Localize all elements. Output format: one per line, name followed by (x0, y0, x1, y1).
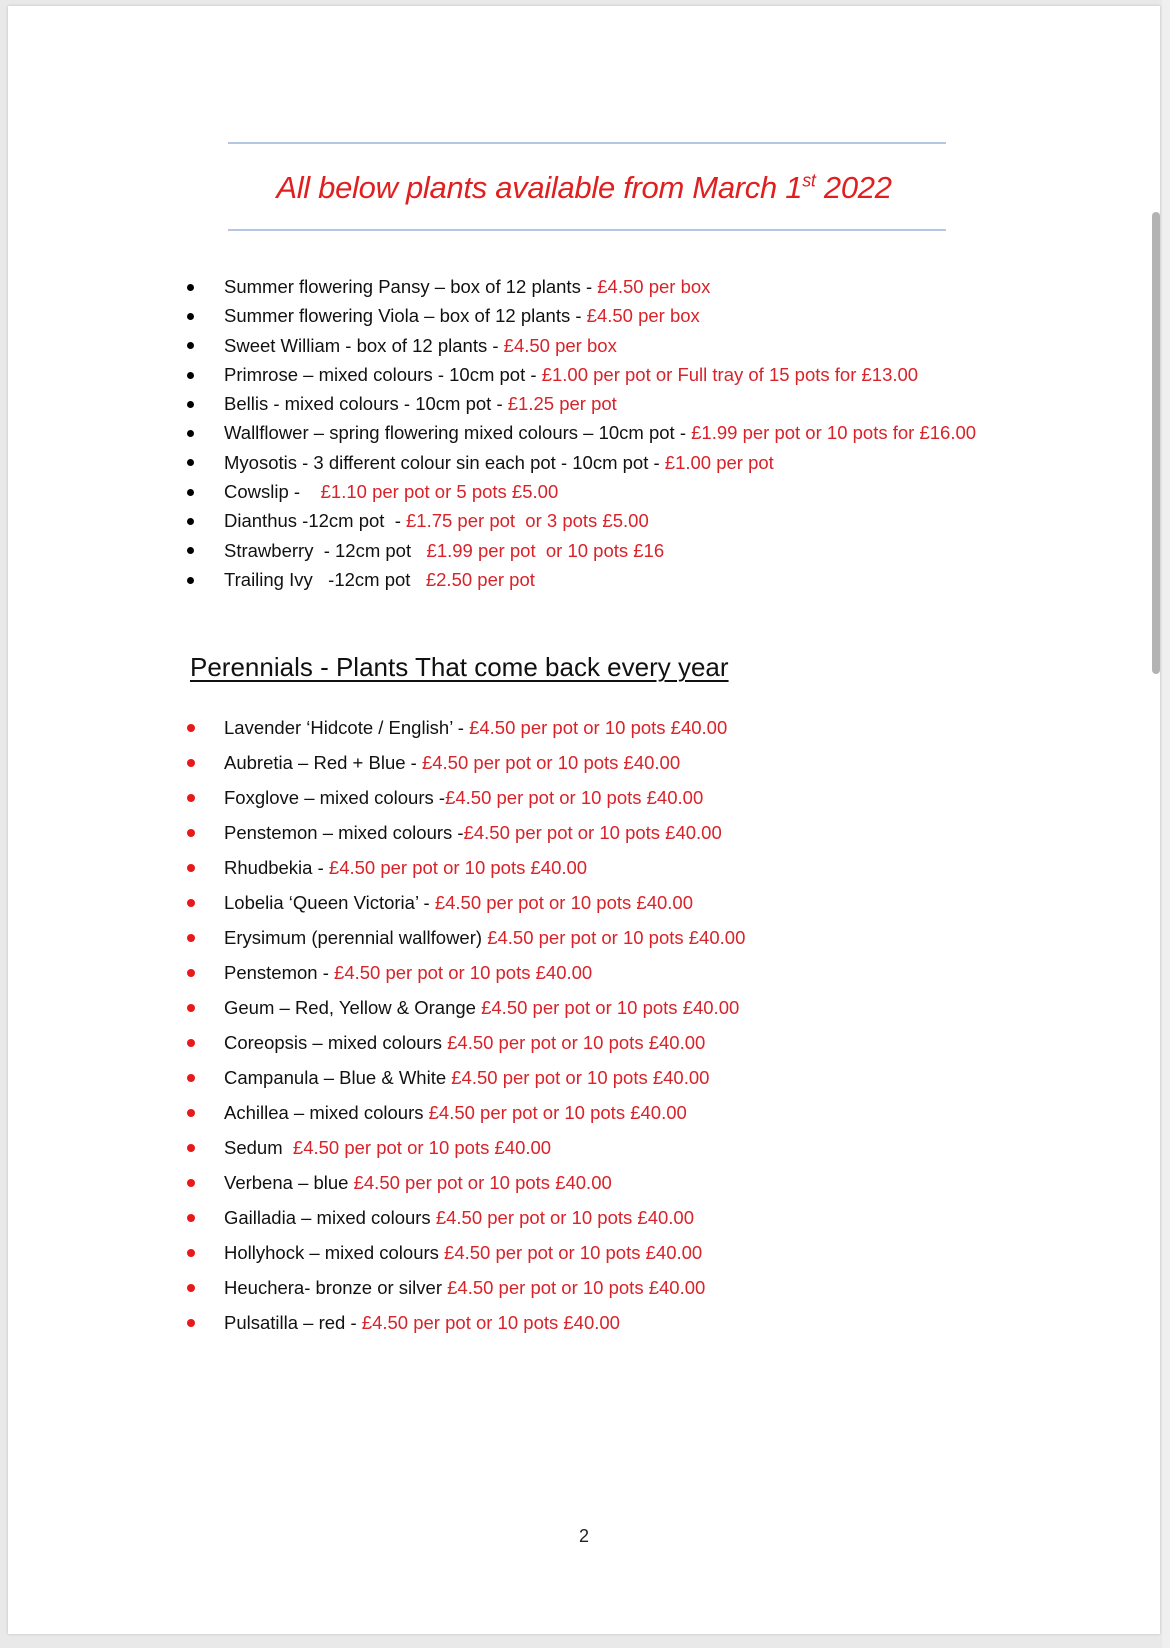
bullet-icon (187, 1109, 195, 1117)
plant-name: Aubretia – Red + Blue - (224, 752, 422, 773)
bullet-icon (187, 1039, 195, 1047)
plant-price: £1.10 per pot or 5 pots £5.00 (320, 481, 559, 503)
plant-price: £1.00 per pot (664, 451, 774, 473)
plant-name: Lobelia ‘Queen Victoria’ - (224, 892, 435, 913)
title-text: All below plants available from March 1 (276, 170, 803, 205)
document-page (8, 6, 1160, 1634)
title-year: 2022 (815, 170, 892, 205)
plant-price: £4.50 per pot or 10 pots £40.00 (451, 1067, 710, 1088)
list-item (174, 1025, 745, 1060)
plant-price: £4.50 per pot or 10 pots £40.00 (445, 787, 704, 808)
plant-name: Lavender ‘Hidcote / English’ - (224, 717, 470, 738)
bullet-icon (187, 969, 195, 977)
bullet-icon (187, 518, 194, 525)
bullet-icon (187, 829, 195, 837)
plant-name: Foxglove – mixed colours - (224, 787, 446, 808)
annuals-list (174, 272, 976, 594)
page-title (8, 170, 1160, 206)
plant-price: £4.50 per pot or 10 pots £40.00 (469, 717, 728, 738)
plant-price: £4.50 per pot or 10 pots £40.00 (444, 1242, 703, 1263)
list-item (174, 448, 976, 477)
bullet-icon (187, 313, 194, 320)
scrollbar-track[interactable] (1162, 0, 1170, 1648)
plant-name: Dianthus -12cm pot - (224, 510, 406, 532)
list-item (174, 536, 976, 565)
list-item (174, 1305, 745, 1340)
list-item (174, 1060, 745, 1095)
plant-name: Gailladia – mixed colours (224, 1207, 436, 1228)
plant-price: £1.00 per pot or Full tray of 15 pots for £13.00 (541, 363, 919, 385)
plant-price: £1.99 per pot or 10 pots £16 (426, 539, 665, 561)
list-item (174, 331, 976, 360)
list-item (174, 955, 745, 990)
plant-name: Heuchera- bronze or silver (224, 1277, 448, 1298)
plant-price: £4.50 per pot or 10 pots £40.00 (434, 892, 693, 913)
plant-name: Achillea – mixed colours (224, 1102, 429, 1123)
bullet-icon (187, 759, 195, 767)
list-item (174, 418, 976, 447)
plant-name: Geum – Red, Yellow & Orange (224, 997, 482, 1018)
bullet-icon (187, 1284, 195, 1292)
list-item (174, 990, 745, 1025)
plant-name: Summer flowering Pansy – box of 12 plants - (224, 276, 598, 297)
plant-name: Campanula – Blue & White (224, 1067, 452, 1088)
plant-name: Sedum (224, 1137, 293, 1158)
plant-price: £4.50 per pot or 10 pots £40.00 (487, 927, 746, 948)
plant-name: Summer flowering Viola – box of 12 plants - (224, 305, 587, 327)
plant-name: Bellis - mixed colours - 10cm pot - (224, 393, 508, 415)
list-item (174, 850, 745, 885)
bullet-icon (187, 430, 194, 437)
bullet-icon (187, 1319, 195, 1327)
list-item (174, 1095, 745, 1130)
list-item (174, 920, 745, 955)
plant-name: Wallflower – spring flowering mixed colours – 10cm pot - (224, 422, 692, 444)
plant-price: £4.50 per pot or 10 pots £40.00 (447, 1277, 706, 1298)
bullet-icon (187, 284, 194, 291)
scrollbar-thumb[interactable] (1152, 212, 1160, 674)
plant-price: £4.50 per pot or 10 pots £40.00 (435, 1207, 694, 1228)
plant-price: £4.50 per box (503, 334, 617, 356)
plant-price: £1.75 per pot or 3 pots £5.00 (406, 510, 649, 532)
plant-price: £4.50 per pot or 10 pots £40.00 (292, 1137, 552, 1158)
list-item (174, 815, 745, 850)
plant-price: £4.50 per pot or 10 pots £40.00 (481, 997, 740, 1018)
bullet-icon (187, 724, 195, 732)
list-item (174, 1235, 745, 1270)
title-top-rule (228, 142, 946, 144)
plant-name: Trailing Ivy -12cm pot (224, 568, 426, 590)
list-item (174, 1130, 745, 1165)
plant-name: Sweet William - box of 12 plants - (224, 334, 504, 356)
list-item (174, 780, 745, 815)
title-bottom-rule (228, 229, 946, 231)
bullet-icon (187, 372, 194, 379)
list-item (174, 272, 976, 301)
plant-price: £4.50 per box (597, 276, 711, 297)
list-item (174, 745, 745, 780)
perennials-heading: Perennials - Plants That come back every year (190, 652, 729, 682)
plant-name: Cowslip - (224, 481, 321, 503)
list-item (174, 885, 745, 920)
plant-name: Erysimum (perennial wallfower) (224, 927, 488, 948)
plant-price: £2.50 per pot (425, 568, 535, 590)
plant-price: £4.50 per pot or 10 pots £40.00 (463, 822, 722, 843)
list-item (174, 710, 745, 745)
list-item (174, 1200, 745, 1235)
bullet-icon (187, 342, 194, 349)
bullet-icon (187, 794, 195, 802)
bullet-icon (187, 1179, 195, 1187)
list-item (174, 506, 976, 535)
bullet-icon (187, 1004, 195, 1012)
plant-price: £4.50 per pot or 10 pots £40.00 (361, 1312, 620, 1333)
plant-price: £4.50 per pot or 10 pots £40.00 (334, 962, 593, 983)
bullet-icon (187, 1214, 195, 1222)
plant-name: Strawberry - 12cm pot (224, 539, 427, 561)
list-item (174, 565, 976, 594)
plant-price: £4.50 per pot or 10 pots £40.00 (353, 1172, 612, 1193)
plant-price: £4.50 per box (586, 305, 700, 327)
bullet-icon (187, 577, 194, 584)
bullet-icon (187, 899, 195, 907)
plant-price: £4.50 per pot or 10 pots £40.00 (421, 752, 681, 773)
bullet-icon (187, 547, 194, 554)
plant-name: Coreopsis – mixed colours (224, 1032, 448, 1053)
plant-name: Hollyhock – mixed colours (224, 1242, 445, 1263)
plant-name: Penstemon - (224, 962, 335, 983)
plant-name: Rhudbekia - (224, 857, 329, 878)
bullet-icon (187, 459, 194, 466)
list-item (174, 1270, 745, 1305)
bullet-icon (187, 934, 195, 942)
plant-name: Primrose – mixed colours - 10cm pot - (224, 363, 542, 385)
perennials-list (174, 710, 745, 1340)
bullet-icon (187, 864, 195, 872)
plant-price: £4.50 per pot or 10 pots £40.00 (328, 857, 588, 878)
list-item (174, 1165, 745, 1200)
plant-price: £1.25 per pot (507, 393, 617, 415)
plant-price: £1.99 per pot or 10 pots for £16.00 (691, 422, 977, 444)
plant-price: £4.50 per pot or 10 pots £40.00 (447, 1032, 706, 1053)
list-item (174, 389, 976, 418)
list-item (174, 477, 976, 506)
bullet-icon (187, 489, 194, 496)
plant-name: Myosotis - 3 different colour sin each pot - 10cm pot - (224, 451, 665, 473)
bullet-icon (187, 401, 194, 408)
list-item (174, 301, 976, 330)
bullet-icon (187, 1144, 195, 1152)
plant-name: Verbena – blue (224, 1172, 354, 1193)
plant-price: £4.50 per pot or 10 pots £40.00 (428, 1102, 687, 1123)
plant-name: Pulsatilla – red - (224, 1312, 362, 1333)
bullet-icon (187, 1249, 195, 1257)
title-superscript: st (802, 170, 816, 191)
page-number: 2 (578, 1526, 589, 1546)
list-item (174, 360, 976, 389)
bullet-icon (187, 1074, 195, 1082)
plant-name: Penstemon – mixed colours - (224, 822, 464, 843)
